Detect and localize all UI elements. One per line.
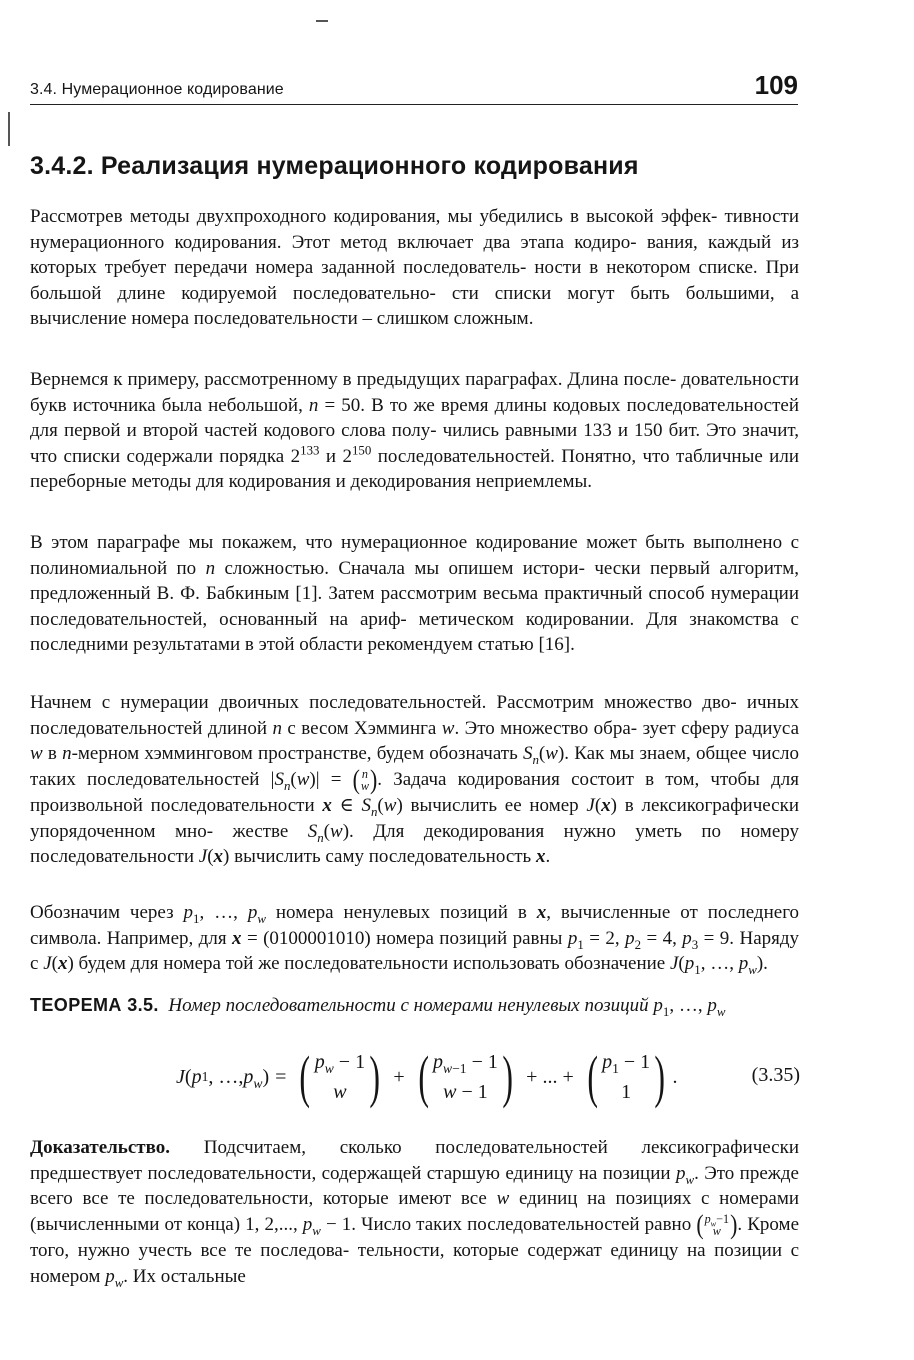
paragraph-notation: Обозначим через $p_1$, …, $p_w$ номера ненулевых позиций в x, вычисленные от последнего символа. Например, для x = (0100001010) номера позиций равны $p_1 = 2$, $p_2 = 4$, $p_3 = 9$. Наряду с J(x) будем для номера той же последовательности использовать обозначение $J(p_1$, …, $p_w$). (30, 902, 800, 977)
paragraph-binary-sequences: Начнем с нумерации двоичных последовательностей. Рассмотрим множество дво- ичных последовательностей длиной n с весом Хэмминга w. Это множество обра- зует сферу радиуса w в n-мерном хэмминговом пространстве, будем обозначать $S_n(w)$. Как мы знаем, общее число таких последовательностей $|S_n(w)|$ = ( n w ) . Задача кодирования состоит в том, чтобы для произвольной последовательности x ∈ $S_n(w)$ вычислить ее номер J(x) в лексикографически упорядоченном мно- жестве $S_n(w)$. Для декодирования нужно уметь по номеру последовательности J(x) вычислить саму последовательность x. (30, 692, 800, 868)
page-number: 109 (754, 70, 798, 100)
equation-body: J ( p 1 , …, $p_w$ ) = ( $p_w - 1$ w ) + ( $p_{w-1} - 1$ w − 1 ) + ... + ( $p_1 - 1$ 1 ) . (176, 1044, 678, 1109)
section-heading: 3.4.2. Реализация нумерационного кодирования (30, 152, 639, 180)
paragraph-proof: Доказательство. Подсчитаем, сколько последовательностей лексикографически предшествует последовательности, содержащей старшую единицу на позиции $p_w$. Это прежде всего все те последовательности, которые имеют все w единиц на позициях с номерами (вычисленными от конца) 1, 2,..., $p_w - 1$. Число таких последовательностей равно ( $p_w-1$ w ) . Кроме того, нужно учесть все те последова- тельности, которые содержат единицу на позиции с номером $p_w$. Их остальные (30, 1137, 800, 1290)
binomial-term-last: ( $p_1 - 1$ 1 ) (587, 1044, 666, 1109)
scan-artifact-top (316, 20, 328, 22)
paragraph-intro: Рассмотрев методы двухпроходного кодирования, мы убедились в высокой эффек- тивности нумерационного кодирования. Этот метод включает два этапа кодиро- вания, каждый из которых требует передачи номера заданной последователь- ности в некотором списке. При большой длине кодируемой последовательно- сти списки могут быть большими, а вычисление номера последовательности – слишком сложным. (30, 206, 800, 330)
binomial-pw-minus-1-w: ( $p_w-1$ w ) (696, 1209, 738, 1240)
running-title: 3.4. Нумерационное кодирование (30, 81, 284, 98)
theorem-statement: Номер последовательности с номерами ненулевых позиций (168, 995, 649, 1016)
proof-label: Доказательство. (30, 1137, 170, 1158)
paragraph-overview: В этом параграфе мы покажем, что нумерационное кодирование может быть выполнено с полиномиальной по n сложностью. Сначала мы опишем истори- чески первый алгоритм, предложенный В. Ф. Бабкиным [1]. Затем рассмотрим весьма практичный способ нумерации последовательностей, основанный на ариф- метическом кодировании. Для знакомства с последними результатами в этой области рекомендуем статью [16]. (30, 532, 800, 656)
theorem-3-5: ТЕОРЕМА 3.5. Номер последовательности с номерами ненулевых позиций $p_1$, …, $p_w$ (30, 995, 726, 1019)
theorem-label: ТЕОРЕМА 3.5. (30, 995, 159, 1015)
binomial-term-2: ( $p_{w-1} - 1$ w − 1 ) (418, 1044, 513, 1109)
running-head (30, 70, 798, 105)
equation-number: (3.35) (751, 1064, 800, 1086)
binomial-term-1: ( $p_w - 1$ w ) (299, 1044, 381, 1109)
paragraph-example: Вернемся к примеру, рассмотренному в предыдущих параграфах. Длина после- довательности букв источника была небольшой, n = 50. В то же время длины кодовых последовательностей для первой и второй частей кодового слова полу- чились равными 133 и 150 бит. Это значит, что списки содержали порядка $2^{133}$ и $2^{150}$ последовательностей. Понятно, что табличные или переборные методы для кодирования и декодирования неприемлемы. (30, 369, 800, 493)
scan-artifact-left (8, 112, 10, 146)
binomial-n-w: ( n w ) (352, 764, 378, 795)
equation-3-35 (176, 1042, 800, 1112)
